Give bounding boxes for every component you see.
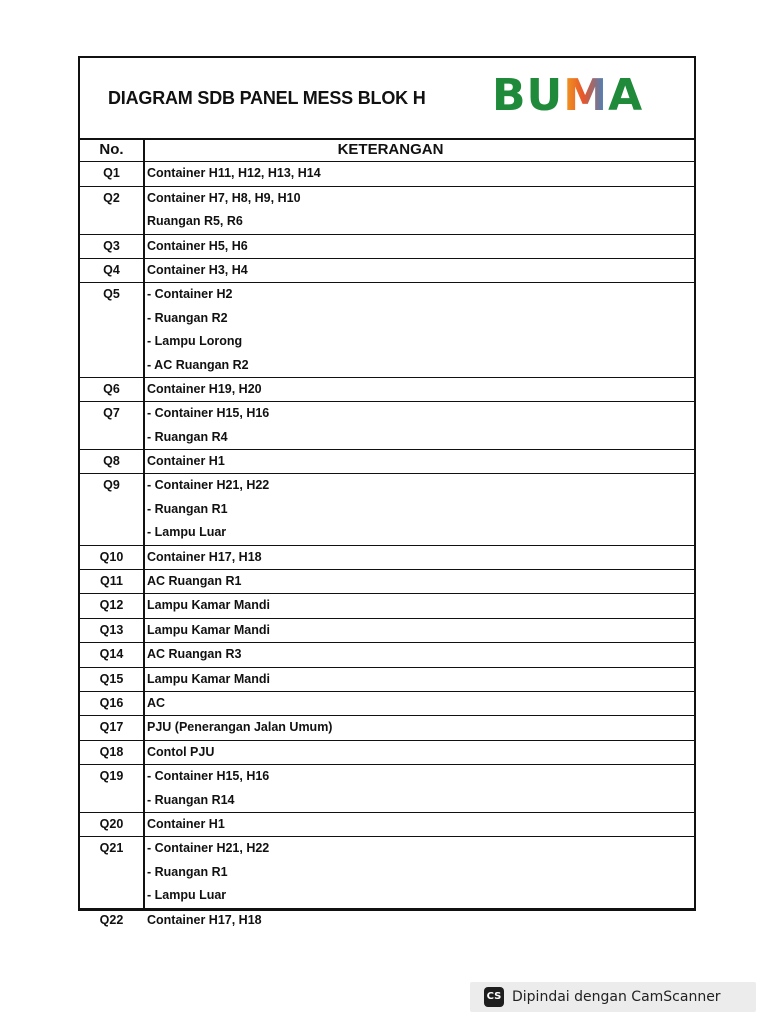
- row-description: [147, 378, 694, 401]
- table-row: [80, 187, 694, 235]
- row-number: Q20: [99, 816, 124, 831]
- row-number: Q9: [103, 478, 120, 493]
- table-row: [80, 378, 694, 402]
- row-number: Q13: [99, 622, 124, 637]
- row-description: [147, 643, 694, 666]
- description-line: Container H17, H18: [147, 912, 262, 927]
- row-description: [147, 546, 694, 569]
- description-line: Container H19, H20: [147, 381, 262, 396]
- description-line: - Lampu Luar: [147, 525, 227, 540]
- table-row: [80, 668, 694, 692]
- camscanner-label: Dipindai dengan CamScanner: [512, 989, 721, 1005]
- table-row: [80, 474, 694, 545]
- table-row: [80, 235, 694, 259]
- row-description: [147, 909, 694, 932]
- description-line: Ruangan R5, R6: [147, 214, 243, 229]
- description-line: Container H1: [147, 454, 225, 469]
- table-row: [80, 813, 694, 837]
- table-row: [80, 402, 694, 450]
- description-line: - Ruangan R1: [147, 864, 228, 879]
- description-line: - Container H2: [147, 287, 233, 302]
- description-line: - Container H21, H22: [147, 478, 270, 493]
- row-number: Q2: [103, 190, 120, 205]
- row-number: Q11: [100, 574, 123, 589]
- row-description: [147, 741, 694, 764]
- description-line: - Lampu Luar: [147, 888, 227, 903]
- row-number: Q3: [103, 238, 120, 253]
- table-row: [80, 546, 694, 570]
- row-description: [147, 765, 694, 812]
- row-number: Q18: [99, 744, 124, 759]
- description-line: Lampu Kamar Mandi: [147, 671, 270, 686]
- row-description: [147, 570, 694, 593]
- description-line: Container H11, H12, H13, H14: [147, 166, 321, 181]
- description-line: - Container H15, H16: [147, 406, 270, 421]
- table-row: [80, 837, 694, 908]
- logo-letter-m: M: [563, 70, 609, 121]
- row-number: Q17: [99, 720, 124, 735]
- row-description: [147, 668, 694, 691]
- description-line: - Ruangan R14: [147, 792, 235, 807]
- description-line: - Container H15, H16: [147, 769, 270, 784]
- description-line: - AC Ruangan R2: [147, 357, 249, 372]
- row-description: [147, 837, 694, 907]
- description-line: - Lampu Lorong: [147, 334, 243, 349]
- table-row: [80, 450, 694, 474]
- row-number: Q19: [99, 769, 124, 784]
- header-keterangan: KETERANGAN: [337, 141, 444, 158]
- description-line: - Container H21, H22: [147, 841, 270, 856]
- description-line: Container H5, H6: [147, 238, 248, 253]
- row-number: Q6: [103, 381, 120, 396]
- description-line: Container H1: [147, 816, 225, 831]
- table-row: [80, 643, 694, 667]
- table-row: [80, 692, 694, 716]
- row-description: [147, 235, 694, 258]
- table-row: [80, 162, 694, 186]
- row-description: [147, 187, 694, 234]
- document-sheet: [78, 56, 696, 927]
- row-description: [147, 692, 694, 715]
- table-row: [80, 259, 694, 283]
- table-row: [80, 909, 694, 932]
- row-description: [147, 619, 694, 642]
- camscanner-badge: [470, 982, 756, 1012]
- row-number: Q8: [103, 454, 120, 469]
- row-number: Q14: [99, 647, 124, 662]
- table-row: [80, 594, 694, 618]
- row-description: [147, 450, 694, 473]
- table-row: [80, 741, 694, 765]
- description-line: - Ruangan R2: [147, 310, 228, 325]
- logo-text-start: BU: [492, 70, 564, 121]
- description-line: PJU (Penerangan Jalan Umum): [147, 720, 333, 735]
- table-row: [80, 619, 694, 643]
- description-line: - Ruangan R4: [147, 429, 228, 444]
- row-number: Q16: [99, 695, 124, 710]
- description-line: AC Ruangan R1: [147, 574, 242, 589]
- logo-text-end: A: [608, 70, 644, 121]
- row-description: [147, 594, 694, 617]
- description-line: Container H3, H4: [147, 262, 248, 277]
- row-number: Q1: [103, 166, 120, 181]
- row-number: Q15: [99, 671, 124, 686]
- description-line: AC Ruangan R3: [147, 647, 242, 662]
- table-row: [80, 570, 694, 594]
- row-description: [147, 716, 694, 739]
- row-number: Q12: [99, 598, 124, 613]
- row-number: Q4: [103, 262, 120, 277]
- row-description: [147, 402, 694, 449]
- table-row: [80, 283, 694, 378]
- document-header: [80, 58, 694, 140]
- row-number: Q22: [99, 912, 124, 927]
- document-title: DIAGRAM SDB PANEL MESS BLOK H: [108, 88, 426, 108]
- table-row: [80, 716, 694, 740]
- camscanner-icon: CS: [484, 987, 504, 1007]
- row-description: [147, 283, 694, 377]
- header-no: No.: [99, 141, 124, 158]
- panel-table: [80, 138, 694, 932]
- row-description: [147, 474, 694, 544]
- table-row: [80, 765, 694, 813]
- buma-logo: [492, 66, 643, 126]
- description-line: Container H7, H8, H9, H10: [147, 190, 301, 205]
- row-description: [147, 162, 694, 185]
- description-line: Lampu Kamar Mandi: [147, 622, 270, 637]
- row-number: Q10: [99, 549, 124, 564]
- description-line: Contol PJU: [147, 744, 215, 759]
- description-line: Container H17, H18: [147, 549, 262, 564]
- description-line: Lampu Kamar Mandi: [147, 598, 270, 613]
- row-number: Q5: [103, 287, 120, 302]
- description-line: - Ruangan R1: [147, 501, 228, 516]
- row-description: [147, 813, 694, 836]
- row-number: Q7: [103, 406, 120, 421]
- row-number: Q21: [99, 841, 124, 856]
- table-header-row: [80, 138, 694, 162]
- description-line: AC: [147, 695, 166, 710]
- row-description: [147, 259, 694, 282]
